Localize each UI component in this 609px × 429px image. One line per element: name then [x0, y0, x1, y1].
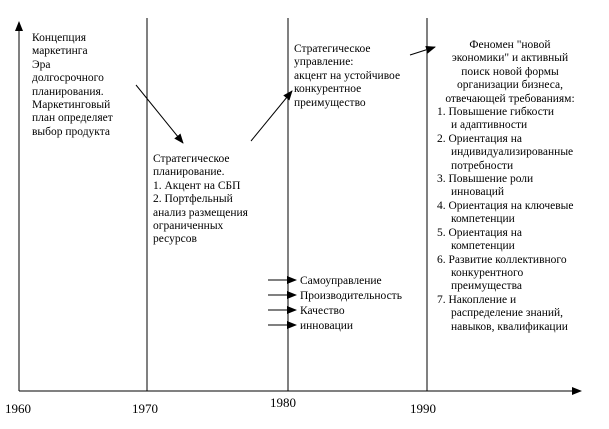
factor-item: инновации [300, 320, 354, 332]
block-1980-line: управление: [294, 56, 354, 69]
block-1960-line: Эра [32, 58, 51, 71]
block-1970 [153, 153, 248, 247]
block-1970-line: ресурсов [153, 233, 197, 246]
arrow-1970-to-1980 [251, 91, 292, 141]
requirement-line: потребности [451, 159, 514, 172]
block-1980-line: Стратегическое [294, 43, 371, 55]
block-1960-line: долгосрочного [32, 72, 104, 85]
arrow-1960-to-1970 [136, 85, 183, 143]
block-1990-intro-line: Феномен "новой [469, 39, 551, 51]
requirement-item [437, 254, 585, 294]
block-1970-line: Стратегическое [153, 153, 230, 165]
requirement-line: 1. Повышение гибкости [437, 106, 555, 119]
requirement-line: инноваций [451, 186, 505, 199]
block-1990 [435, 39, 585, 334]
requirement-line: индивидуализированные [451, 146, 574, 159]
block-1990-intro-line: поиск новой формы [461, 65, 559, 78]
year-label-1960: 1960 [5, 401, 31, 416]
block-1970-line: 2. Портфельный [153, 193, 233, 206]
block-1980-line: акцент на устойчивое [294, 69, 401, 82]
requirement-line: распределение знаний, [451, 307, 564, 320]
requirement-line: 3. Повышение роли [437, 173, 534, 186]
requirement-line: преимущества [451, 280, 522, 293]
requirement-line: 7. Накопление и [437, 293, 517, 306]
block-1980-line: преимущество [294, 96, 366, 109]
requirement-line: и адаптивности [451, 119, 528, 132]
arrow-1980-to-1990 [410, 47, 435, 55]
block-1990-intro [435, 39, 585, 106]
block-1970-line: ограниченных [153, 220, 224, 233]
requirement-line: компетенции [451, 213, 515, 226]
block-1990-intro-line: экономики" и активный [451, 52, 569, 65]
block-1960-line: Концепция [32, 32, 87, 44]
block-1980-line: конкурентное [294, 83, 362, 96]
factors-1980 [300, 274, 402, 334]
requirement-line: 4. Ориентация на ключевые [437, 199, 574, 212]
block-1960-line: план определяет [32, 112, 113, 125]
requirement-line: 2. Ориентация на [437, 132, 522, 145]
requirement-item [437, 200, 585, 227]
block-1970-line: 1. Акцент на СБП [153, 179, 241, 192]
requirement-item [437, 173, 585, 200]
factor-item: Качество [300, 305, 345, 317]
block-1980 [294, 43, 400, 110]
block-1960-line: планирования. [32, 85, 104, 98]
factor-item: Самоуправление [300, 275, 382, 287]
block-1990-items [437, 106, 585, 334]
block-1970-line: анализ размещения [153, 206, 248, 219]
requirement-line: компетенции [451, 240, 515, 253]
block-1990-intro-line: отвечающей требованиям: [445, 92, 575, 105]
year-label-1970: 1970 [132, 401, 158, 416]
requirement-item [437, 294, 585, 334]
block-1960-line: Маркетинговый [32, 99, 111, 112]
block-1960-line: выбор продукта [32, 125, 111, 138]
block-1960 [32, 32, 113, 139]
requirement-item [437, 133, 585, 173]
requirement-item [437, 227, 585, 254]
requirement-line: 5. Ориентация на [437, 226, 522, 239]
requirement-line: 6. Развитие коллективного [437, 253, 567, 266]
requirement-line: навыков, квалификации [451, 320, 568, 333]
block-1990-intro-line: организации бизнеса, [457, 79, 563, 92]
block-1960-line: маркетинга [32, 45, 88, 58]
requirement-line: конкурентного [451, 266, 524, 279]
requirement-item [437, 106, 585, 133]
year-label-1990: 1990 [410, 401, 436, 416]
year-label-1980: 1980 [270, 395, 296, 410]
factor-item: Производительность [300, 290, 402, 302]
block-1970-line: планирование. [153, 166, 225, 179]
